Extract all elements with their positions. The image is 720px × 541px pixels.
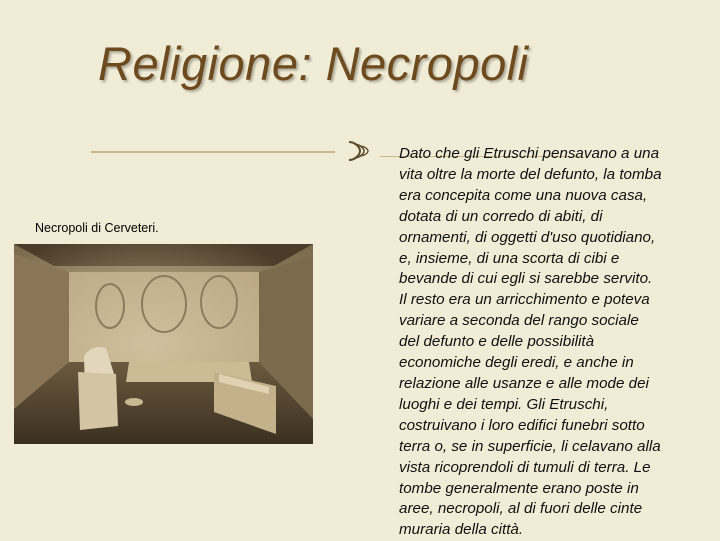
swirl-bullet-icon bbox=[346, 140, 372, 162]
body-paragraph: Dato che gli Etruschi pensavano a una vita oltre la morte del defunto, la tomba era concepita come una nuova casa, dotata di un corredo di abiti, di ornamenti, di oggetti d'uso quotidiano, e, insieme, di una scorta di cibi e bevande di cui egli si sarebbe servito. Il resto era un arricchimento e poteva variare a seconda del rango sociale del defunto e delle possibilità economiche degli eredi, e anche in relazione alle usanze e alle mode dei luoghi e dei tempi. Gli Etruschi, costruivano i loro edifici funebri sotto terra o, se in superficie, li celavano alla vista ricoprendoli di tumuli di terra. Le tombe generalmente erano poste in aree, necropoli, al di fuori delle cinte muraria della città. bbox=[399, 145, 662, 539]
divider-line bbox=[91, 151, 335, 153]
tomb-photo bbox=[14, 244, 313, 444]
slide-title: Religione: Necropoli bbox=[98, 37, 529, 90]
image-caption: Necropoli di Cerveteri. bbox=[35, 221, 159, 235]
